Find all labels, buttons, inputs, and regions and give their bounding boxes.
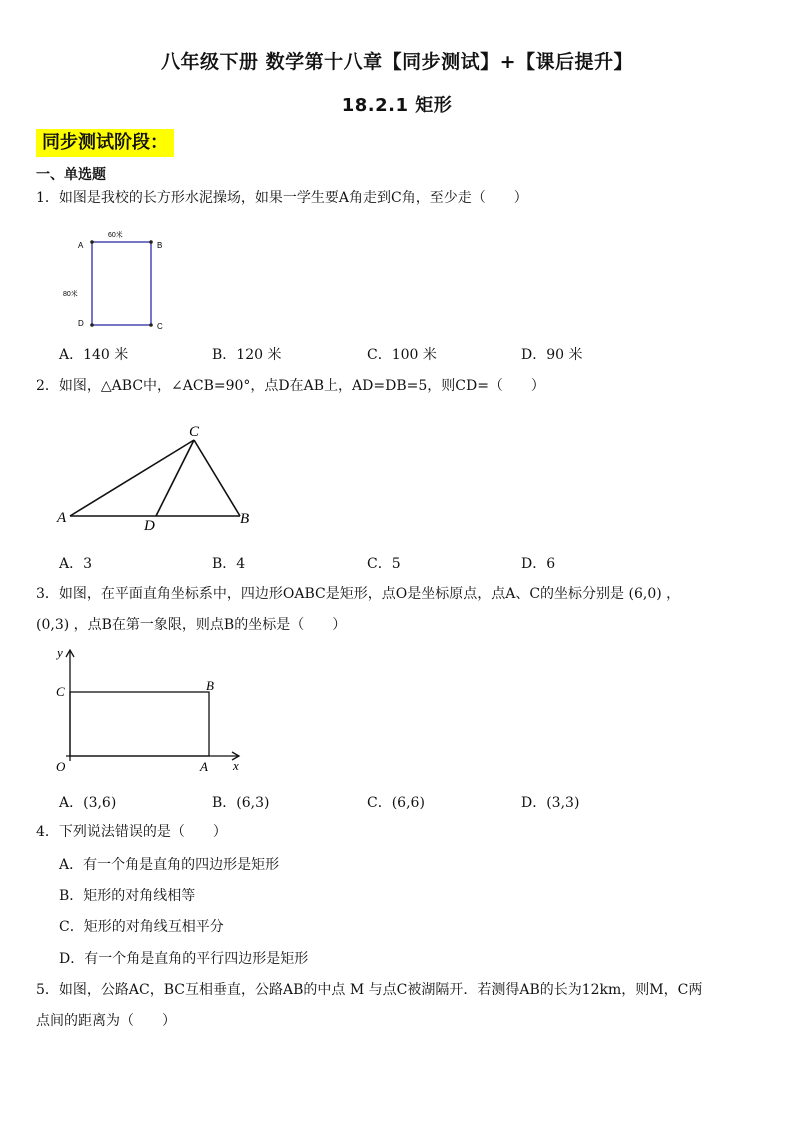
label-b: B [206,678,214,693]
q3-option-c[interactable]: C．(6,6) [367,795,425,811]
question-1-figure [58,224,178,336]
question-1-text: 1．如图是我校的长方形水泥操场，如果一学生要A角走到C角，至少走（ ） [36,190,528,206]
label-x: x [233,758,239,773]
label-a: A [200,759,208,774]
question-3-text-line1: 3．如图，在平面直角坐标系中，四边形OABC是矩形，点O是坐标原点，点A、C的坐标分别是 (6,0) ， [36,586,681,602]
question-2-options [59,553,759,573]
vertex-b [149,240,153,244]
playground-rectangle [92,242,151,325]
q2-option-d[interactable]: D．6 [521,556,556,572]
label-a: A [57,510,67,526]
question-2-text: 2．如图，△ABC中，∠ACB=90°，点D在AB上，AD=DB=5，则CD=（ ） [36,378,545,394]
q2-option-a[interactable]: A．3 [59,556,93,572]
label-c: C [56,684,65,699]
question-3-figure [52,643,252,777]
q1-option-b[interactable]: B．120 米 [212,347,282,363]
q1-option-c[interactable]: C．100 米 [367,347,437,363]
label-d: D [78,319,84,328]
vertex-a [90,240,94,244]
q3-option-d[interactable]: D．(3,3) [521,795,580,811]
q1-option-a[interactable]: A．140 米 [59,347,129,363]
question-3-options [59,792,759,812]
segment-bc [194,440,240,516]
rectangle-oabc [70,692,209,756]
label-c: C [189,424,200,440]
label-y: y [57,645,63,660]
label-d: D [144,518,155,534]
question-5-text-line2: 点间的距离为（ ） [36,1013,176,1029]
q2-option-b[interactable]: B．4 [212,556,246,572]
question-1-options [59,344,759,364]
label-a: A [78,241,84,250]
vertex-c [149,323,153,327]
question-5-text-line1: 5．如图，公路AC，BC互相垂直，公路AB的中点 M 与点C被湖隔开．若测得AB的长为12km，则M，C两 [36,982,703,998]
label-c: C [157,322,163,331]
label-left-length: 80米 [63,291,78,298]
label-top-length: 60米 [108,232,123,239]
label-b: B [240,511,250,527]
q4-option-c[interactable]: C．矩形的对角线互相平分 [59,919,224,935]
vertex-d [90,323,94,327]
q4-option-d[interactable]: D．有一个角是直角的平行四边形是矩形 [59,951,309,967]
q4-option-b[interactable]: B．矩形的对角线相等 [59,888,196,904]
q3-option-a[interactable]: A．(3,6) [59,795,117,811]
section-title: 一、单选题 [36,167,106,183]
label-b: B [157,241,163,250]
question-3-text-line2: (0,3) ，点B在第一象限，则点B的坐标是（ ） [36,617,347,633]
question-2-figure [52,418,268,536]
question-4-text: 4．下列说法错误的是（ ） [36,824,227,840]
label-o: O [56,759,66,774]
q1-option-d[interactable]: D．90 米 [521,347,583,363]
q3-option-b[interactable]: B．(6,3) [212,795,270,811]
page-subtitle: 18.2.1 矩形 [341,95,453,116]
q2-option-c[interactable]: C．5 [367,556,401,572]
q4-option-a[interactable]: A．有一个角是直角的四边形是矩形 [59,857,280,873]
stage-label: 同步测试阶段： [36,129,174,157]
page-title: 八年级下册 数学第十八章【同步测试】+【课后提升】 [160,51,634,73]
